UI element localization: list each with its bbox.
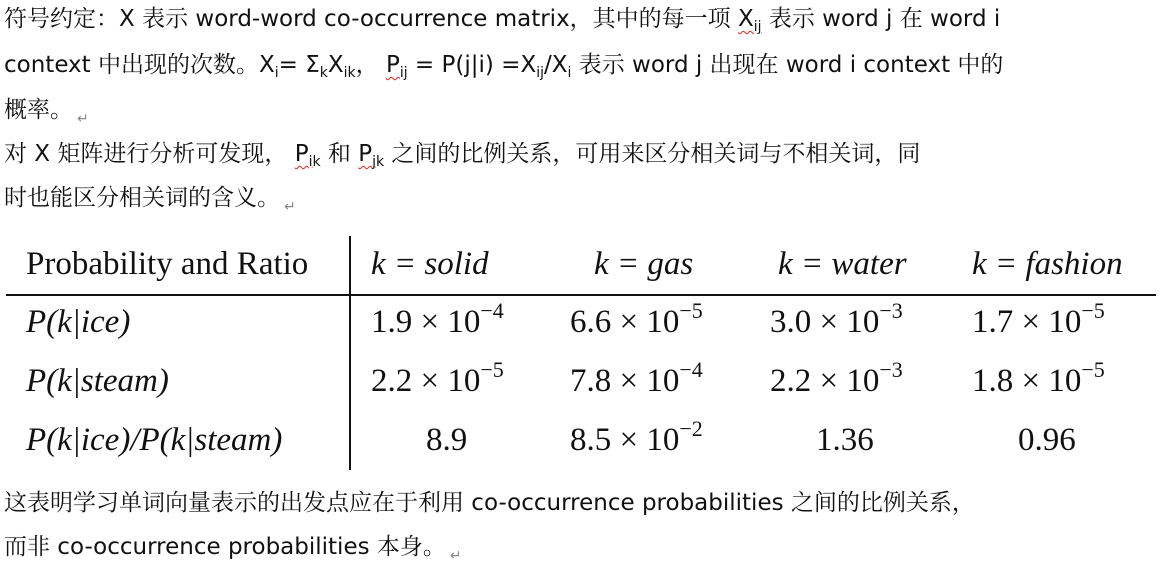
paragraph-mark-icon: ↵ <box>284 199 296 215</box>
table-cell: $1.8 \times 10^{-5}$ <box>972 357 1105 399</box>
table-cell: $7.8 \times 10^{-4}$ <box>570 357 703 399</box>
table-vertical-rule <box>349 236 351 470</box>
paragraph-line-6: 这表明学习单词向量表示的出发点应在于利用 co-occurrence probabilities 之间的比例关系， <box>4 490 975 516</box>
column-header-water: k = water <box>778 246 907 282</box>
paragraph-line-7: 而非 co-occurrence probabilities 本身。 $_↵$ <box>4 534 462 564</box>
line1-text: 符号约定：X 表示 word-word co-occurrence matrix，其中的每一项 <box>4 6 731 32</box>
column-header-gas: k = gas <box>594 246 694 282</box>
table-cell: $3.0 \times 10^{-3}$ <box>770 298 903 340</box>
table-cell: $1.7 \times 10^{-5}$ <box>972 298 1105 340</box>
probability-ratio-table <box>6 236 1156 470</box>
paragraph-line-4: 对 X 矩阵进行分析可发现， $P_{ik}$ 和 $P_{jk}$ 之间的比例关系，可用来区分相关词与不相关词，同 <box>4 141 921 170</box>
paragraph-line-1 <box>4 4 1000 34</box>
p-ik-symbol: $P_{ik}$ <box>294 141 321 170</box>
line1-rest: 表示 word j 在 word i <box>768 6 1001 32</box>
table-header-label: Probability and Ratio <box>26 246 309 282</box>
x-ij-symbol: $X_{ij}$ <box>738 6 762 35</box>
p-jk-symbol: $P_{jk}$ <box>358 141 385 170</box>
paragraph-line-5: 时也能区分相关词的含义。 $_↵$ <box>4 185 296 215</box>
paragraph-line-3: 概率。 $_↵$ <box>4 97 89 127</box>
column-header-solid: k = solid <box>371 246 489 282</box>
table-cell: 8.9 <box>426 422 468 458</box>
table-cell: $2.2 \times 10^{-5}$ <box>371 357 504 399</box>
paragraph-mark-icon: ↵ <box>449 548 462 564</box>
table-cell: $6.6 \times 10^{-5}$ <box>570 298 703 340</box>
table-cell: 0.96 <box>1018 422 1076 458</box>
paragraph-mark-icon: ↵ <box>77 111 89 127</box>
row-label-steam: P(k|steam) <box>26 363 169 399</box>
table-cell: $2.2 \times 10^{-3}$ <box>770 357 903 399</box>
table-cell: $1.9 \times 10^{-4}$ <box>371 298 504 340</box>
paragraph-line-2: context 中出现的次数。$X_i= \Sigma_kX_{ik}$， $P_{ij} = P(j|i) =X_{ij}/X_i$ 表示 word j 出现在 word i context 中的 <box>4 52 1004 81</box>
table-header-rule <box>6 294 1156 296</box>
column-header-fashion: k = fashion <box>972 246 1123 282</box>
table-cell: $8.5 \times 10^{-2}$ <box>570 416 703 458</box>
row-label-ice: P(k|ice) <box>26 304 131 340</box>
p-ij-symbol: $P_{ij}$ <box>385 52 408 81</box>
table-cell: 1.36 <box>816 422 874 458</box>
row-label-ratio: P(k|ice)/P(k|steam) <box>26 422 283 458</box>
